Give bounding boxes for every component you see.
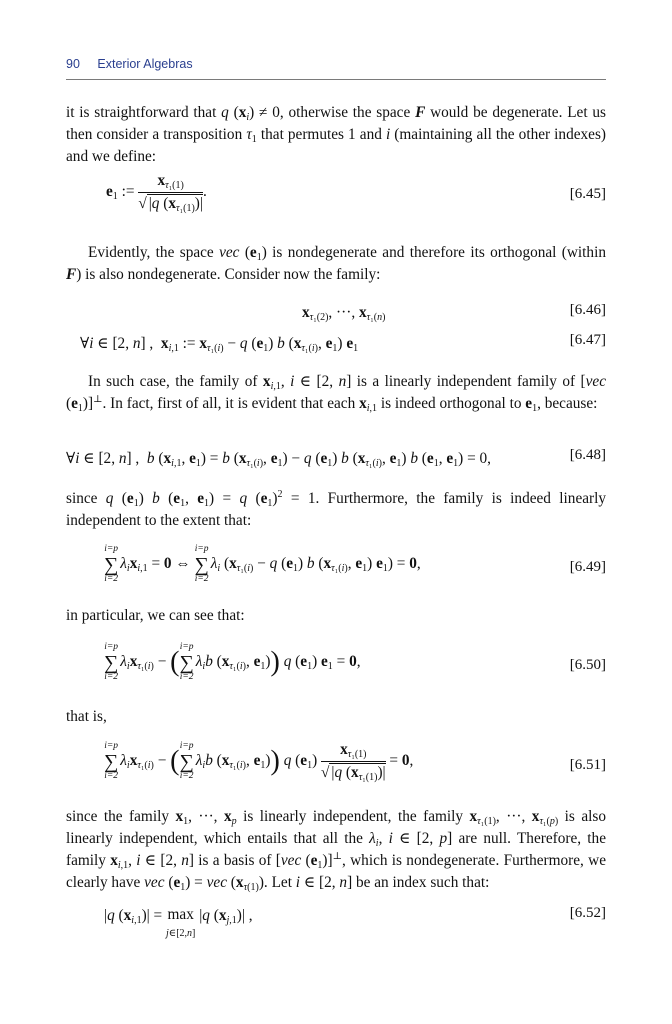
eq-number-6-47: [6.47] bbox=[569, 332, 606, 348]
paragraph-1: it is straightforward that q $(x_i) \ne 0$, otherwise the space F would be degenerate. Let us then consider a transposition $\tau_1$ that permutes 1 and i (maintaining all the other indexes) and we define: bbox=[66, 104, 607, 165]
page-number: 90 bbox=[66, 57, 80, 71]
eq-number-6-52: [6.52] bbox=[569, 905, 606, 921]
eq-number-6-48: [6.48] bbox=[569, 447, 606, 463]
paragraph-7: since the family $x_1$, ···, $x_p$ is linearly independent, the family $x_{\tau_1(1)}$, ···, $x_{\tau_1(p)}$ is also linearly independent, which entails that all the $\lambda_i$, i ∈ [2, p] are null. Therefore, the family $x_{i,1}$, i ∈ [2, n] is a basis of [vec $(e_1)]^\perp$, which is nondegenerate. Furthermore, we clearly have vec $(e_1)$ = vec $(x_{\tau(1)})$. Let i ∈ [2, n] be an index such that: bbox=[66, 808, 606, 893]
paragraph-2: Evidently, the space vec $(e_1)$ is nondegenerate and therefore its orthogonal (within F) is also nondegenerate. Consider now the family: bbox=[66, 244, 606, 283]
eq-number-6-46: [6.46] bbox=[569, 302, 606, 318]
running-title: Exterior Algebras bbox=[97, 57, 193, 71]
paragraph-3: In such case, the family of $x_{i,1}$, i ∈ [2, n] is a linearly independent family of [vec $(e_1)]^\perp$. In fact, first of all, it is evident that each $x_{i,1}$ is indeed orthogonal to $e_1$, because: bbox=[66, 373, 606, 414]
equation-6-46: $x_{\tau_1(2)}$, ···, $x_{\tau_1(n)}$ [6.46] bbox=[302, 302, 606, 323]
eq-number-6-50: [6.50] bbox=[569, 657, 606, 673]
eq-number-6-51: [6.51] bbox=[569, 757, 606, 773]
eq-number-6-49: [6.49] bbox=[569, 559, 606, 575]
equation-6-47: ∀i ∈ [2, n] , $x_{i,1}$ := $x_{\tau_1(i)} - q$ $(e_1)$ b ($x_{\tau_1(i)}$, $e_1$) $e_1$ [6.47] bbox=[80, 332, 606, 354]
paragraph-6: that is, bbox=[66, 708, 107, 725]
header-rule bbox=[66, 79, 606, 80]
running-header bbox=[66, 57, 193, 71]
paragraph-5: in particular, we can see that: bbox=[66, 607, 245, 624]
equation-6-50: i=p ∑ i=2 $\lambda_ix_{\tau_1(i)}$ − ( i=p ∑ i=2 $\lambda_ib$ ($x_{\tau_1(i)}$, $e_1$)) q $(e_1) e_1 = 0$, [6.50] bbox=[104, 642, 606, 682]
equation-6-51: i=p ∑ i=2 $\lambda_ix_{\tau_1(i)}$ − ( i=p ∑ i=2 $\lambda_ib$ ($x_{\tau_1(i)}$, $e_1$)) q $(e_1)$ $\frac{x_{\tau_1(1)}}{√ |q (x_{\tau_1(1)})|}$ = 0, [6.51] bbox=[104, 741, 606, 783]
equation-6-48: ∀i ∈ [2, n] , b ($x_{i,1}$, $e_1) = b$ ($x_{\tau_1(i)}$, $e_1) - q$ $(e_1)$ b ($x_{\tau_1(i)}$, $e_1$) b ($e_1$, $e_1) = 0$, [6.48] bbox=[66, 447, 606, 469]
equation-6-49: i=p ∑ i=2 $\lambda_ix_{i,1} = 0$ ⇔ i=p ∑ i=2 $\lambda_i$ ($x_{\tau_1(i)} - q$ $(e_1)$ b ($x_{\tau_1(i)}$, $e_1$) $e_1) = 0$, [6.49] bbox=[104, 544, 606, 584]
paragraph-4: since q $(e_1)$ b ($e_1$, $e_1) = q$ $(e_1)^2 = 1$. Furthermore, the family is indeed linearly independent to the extent that: bbox=[66, 489, 607, 529]
equation-6-45: $e_1$ := $\frac{x_{\tau_1(1)}}{√ |q (x_{\tau_1(1)})|}$ . [6.45] bbox=[106, 172, 606, 214]
eq-number-6-45: [6.45] bbox=[569, 186, 606, 202]
equation-6-52: |q $(x_{i,1})| = \max$ j∈[2,n] |q $(x_{j,1})|$ , [6.52] bbox=[104, 905, 606, 939]
